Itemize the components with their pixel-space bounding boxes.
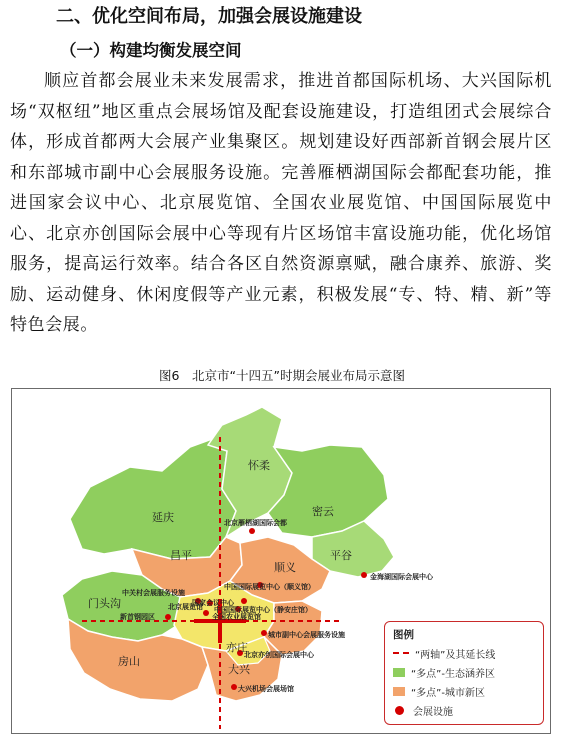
venue-label-beijing-exhibition: 北京展览馆 xyxy=(168,603,203,611)
label-huairou: 怀柔 xyxy=(248,459,270,472)
legend-row-venue xyxy=(393,703,453,717)
venue-label-ciec-shunyi: 中国国际展览中心（顺义馆） xyxy=(224,583,315,591)
venue-dot-sub-center xyxy=(261,630,267,636)
venue-label-agri: 全国农业展览馆 xyxy=(212,613,261,621)
venue-dot-shougang xyxy=(165,614,171,620)
subsection-heading: （一）构建均衡发展空间 xyxy=(60,41,242,60)
venue-dot-beijing-exhibition xyxy=(203,610,209,616)
venue-label-national-convention: 国家会议中心 xyxy=(192,599,234,607)
label-miyun: 密云 xyxy=(312,505,334,518)
venue-dot-ciec-jingan xyxy=(241,598,247,604)
label-fangshan: 房山 xyxy=(118,655,140,668)
venue-label-zhongguancun: 中关村会展服务设施 xyxy=(122,589,185,597)
legend-eco-label: “多点”-生态涵养区 xyxy=(411,668,495,680)
label-daxing: 大兴 xyxy=(228,663,250,676)
venue-label-jinhai: 金海湖国际会展中心 xyxy=(370,573,433,581)
venue-dot-swatch xyxy=(395,706,404,715)
map-legend xyxy=(384,621,544,725)
label-changping: 昌平 xyxy=(170,549,192,562)
venue-dot-jinhai xyxy=(361,572,367,578)
venue-dot-yanqi xyxy=(249,528,255,534)
legend-urban-label: “多点”-城市新区 xyxy=(411,687,485,699)
body-paragraph: 顺应首都会展业未来发展需求，推进首都国际机场、大兴国际机场“双枢纽”地区重点会展场馆及配套设施建设，打造组团式会展综合体，形成首都两大会展产业集聚区。规划建设好西部新首钢会展片区和东部城市副中心会展服务设施。完善雁栖湖国际会都配套功能，推进国家会议中心、北京展览馆、全国农业展览馆、中国国际展览中心、北京亦创国际会展中心等现有片区场馆丰富设施功能，优化场馆服务，提高运行效率。结合各区自然资源禀赋，融合康养、旅游、奖励、运动健身、休闲度假等产业元素，积极发展“专、特、精、新”等特色会展。 xyxy=(10,71,552,335)
legend-row-eco xyxy=(393,665,495,679)
venue-dot-daxing-airport xyxy=(231,684,237,690)
label-yizhuang: 亦庄 xyxy=(226,641,248,654)
venue-label-yichuang: 北京亦创国际会展中心 xyxy=(244,651,314,659)
legend-row-axis xyxy=(393,646,495,660)
label-mentougou: 门头沟 xyxy=(88,597,121,610)
label-pinggu: 平谷 xyxy=(330,549,352,562)
beijing-layout-map xyxy=(11,388,551,734)
venue-label-sub-center: 城市副中心会展服务设施 xyxy=(268,631,345,639)
eco-swatch xyxy=(393,668,405,677)
legend-axis-label: “两轴”及其延长线 xyxy=(415,649,496,661)
venue-label-daxing-airport: 大兴机场会展场馆 xyxy=(238,685,294,693)
venue-label-shougang: 新首钢园区 xyxy=(120,613,155,621)
venue-label-yanqi: 北京雁栖湖国际会都 xyxy=(224,519,287,527)
venue-label-ciec-jingan: 中国国际展览中心（静安庄馆） xyxy=(214,606,312,614)
label-yanqing: 延庆 xyxy=(152,511,174,524)
urban-swatch xyxy=(393,687,405,696)
label-shunyi: 顺义 xyxy=(274,561,296,574)
legend-title: 图例 xyxy=(393,629,414,641)
axis-line-swatch xyxy=(393,652,409,654)
legend-row-urban xyxy=(393,684,485,698)
legend-venue-label: 会展设施 xyxy=(413,706,453,718)
section-heading: 二、优化空间布局，加强会展设施建设 xyxy=(56,6,362,27)
district-yanqing xyxy=(70,439,236,559)
figure-caption: 图6 北京市“十四五”时期会展业布局示意图 xyxy=(159,368,405,383)
